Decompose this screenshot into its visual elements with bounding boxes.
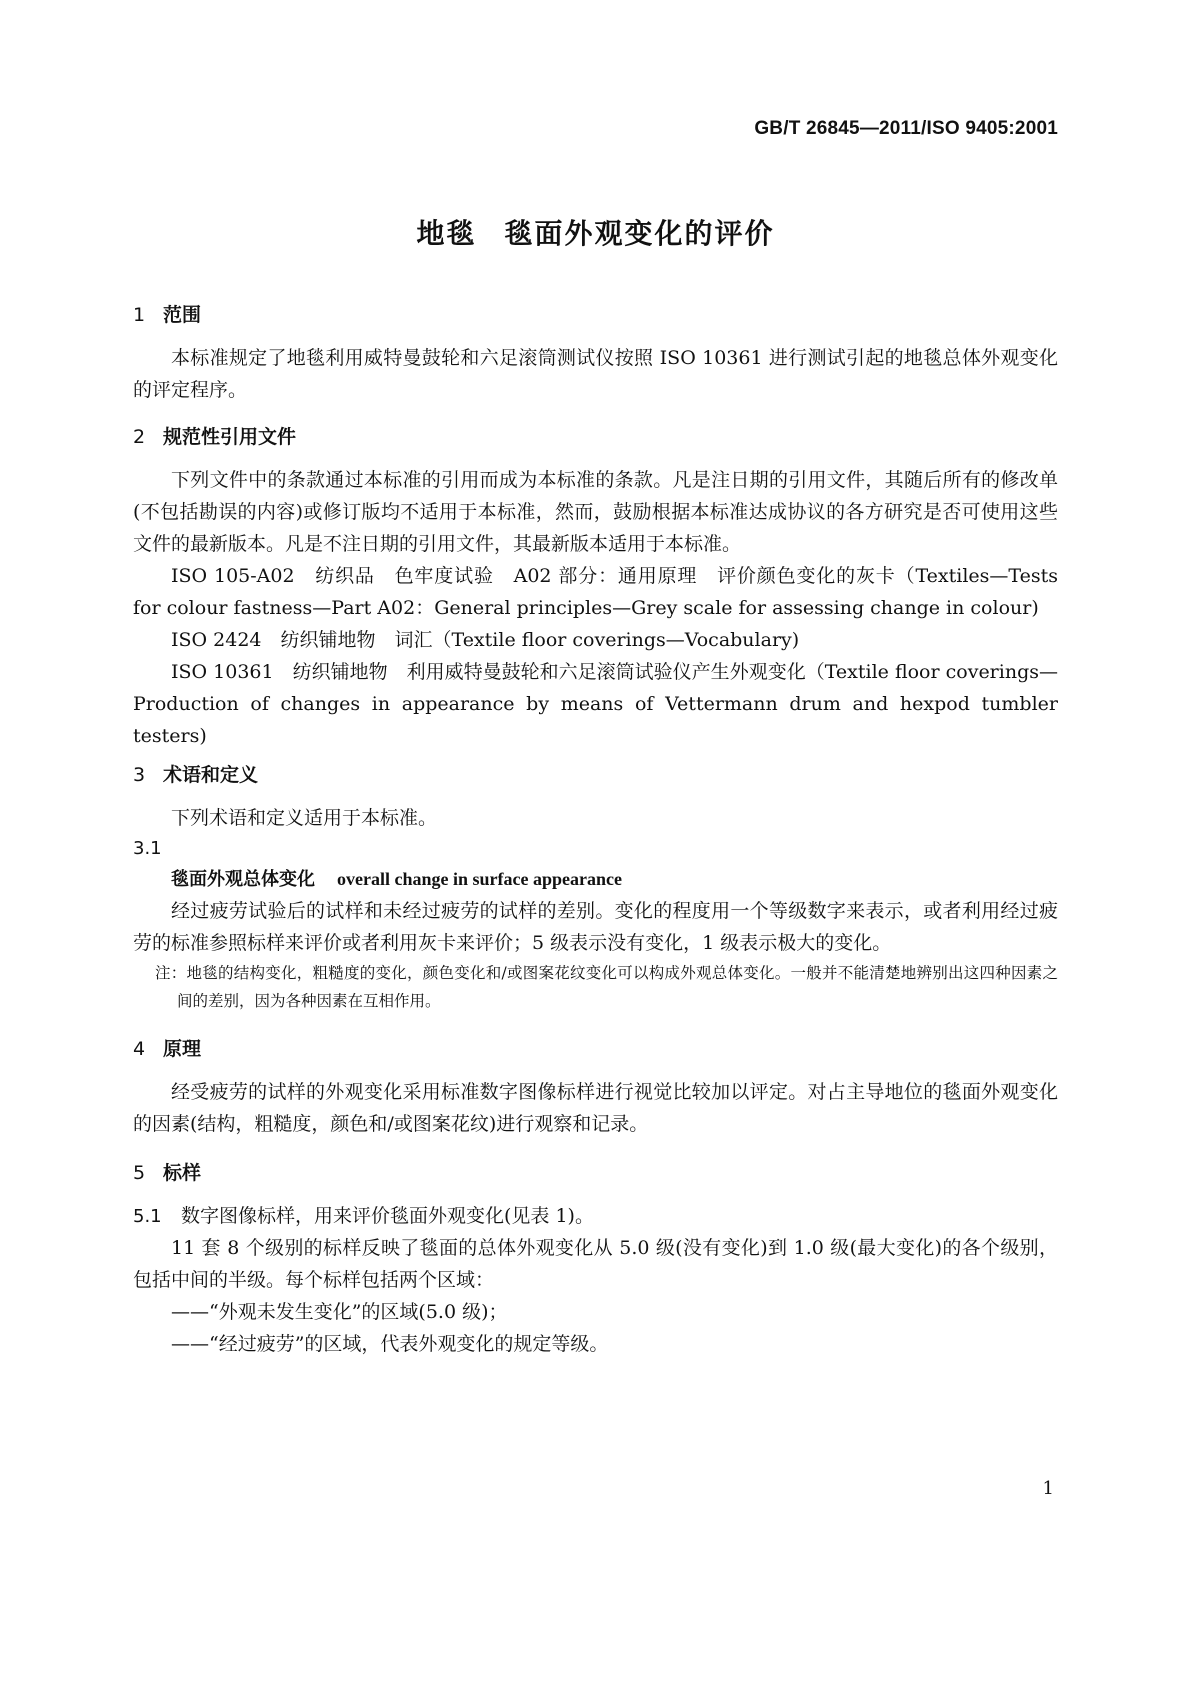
page-title — [0, 212, 1191, 252]
section-heading — [133, 300, 1058, 330]
reference-item: ISO 105-A02 纺织品 色牢度试验 A02 部分：通用原理 评价颜色变化的灰卡（Textiles—Tests for colour fastness—Part A02：General principles—Grey scale for assessing change in colour) — [133, 565, 1058, 619]
section-2 — [133, 422, 1058, 752]
paragraph: 本标准规定了地毯利用威特曼鼓轮和六足滚筒测试仪按照 ISO 10361 进行测试引起的地毯总体外观变化的评定程序。 — [133, 347, 1058, 401]
term-entry — [133, 864, 1058, 895]
section-heading — [133, 760, 1058, 790]
paragraph: 下列术语和定义适用于本标准。 — [171, 807, 438, 829]
standard-code: GB/T 26845—2011/ISO 9405:2001 — [754, 118, 1058, 139]
section-heading — [133, 1158, 1058, 1188]
title-part-2: 毯面外观变化的评价 — [504, 217, 775, 250]
section-number: 3 — [133, 764, 146, 786]
list-item: ——“经过疲劳”的区域，代表外观变化的规定等级。 — [171, 1333, 609, 1355]
subsection-text: 数字图像标样，用来评价毯面外观变化(见表 1)。 — [181, 1205, 594, 1227]
section-title: 规范性引用文件 — [163, 426, 297, 448]
reference-item: ISO 2424 纺织铺地物 词汇（Textile floor coverings—Vocabulary) — [171, 629, 800, 651]
section-heading — [133, 422, 1058, 452]
section-title: 范围 — [163, 304, 202, 326]
section-heading — [133, 1034, 1058, 1064]
section-number: 5 — [133, 1162, 146, 1184]
paragraph: 11 套 8 个级别的标样反映了毯面的总体外观变化从 5.0 级(没有变化)到 1.0 级(最大变化)的各个级别，包括中间的半级。每个标样包括两个区域： — [133, 1237, 1058, 1291]
paragraph: 下列文件中的条款通过本标准的引用而成为本标准的条款。凡是注日期的引用文件，其随后所有的修改单(不包括勘误的内容)或修订版均不适用于本标准，然而，鼓励根据本标准达成协议的各方研究是否可使用这些文件的最新版本。凡是不注日期的引用文件，其最新版本适用于本标准。 — [133, 469, 1058, 555]
section-number: 4 — [133, 1038, 146, 1060]
subsection-paragraph — [133, 1200, 1058, 1232]
note: 注：地毯的结构变化，粗糙度的变化，颜色变化和/或图案花纹变化可以构成外观总体变化。一般并不能清楚地辨别出这四种因素之间的差别，因为各种因素在互相作用。 — [155, 964, 1058, 1010]
section-1 — [133, 300, 1058, 406]
section-number: 1 — [133, 304, 146, 326]
term-english: overall change in surface appearance — [337, 869, 622, 889]
section-5 — [133, 1158, 1058, 1360]
section-title: 原理 — [163, 1038, 202, 1060]
section-title: 标样 — [163, 1162, 202, 1184]
definition: 经过疲劳试验后的试样和未经过疲劳的试样的差别。变化的程度用一个等级数字来表示，或者利用经过疲劳的标准参照标样来评价或者利用灰卡来评价；5 级表示没有变化，1 级表示极大的变化。 — [133, 900, 1058, 954]
section-number: 2 — [133, 426, 146, 448]
title-part-1: 地毯 — [416, 217, 477, 250]
term-chinese: 毯面外观总体变化 — [171, 869, 315, 890]
list-item: ——“外观未发生变化”的区域(5.0 级)； — [171, 1301, 508, 1323]
section-3 — [133, 760, 1058, 1015]
reference-item: ISO 10361 纺织铺地物 利用威特曼鼓轮和六足滚筒试验仪产生外观变化（Textile floor coverings—Production of changes in appearance by means of Vettermann drum and hexpod tumbler testers) — [133, 661, 1058, 747]
section-4 — [133, 1034, 1058, 1140]
subsection-number: 5.1 — [133, 1206, 162, 1227]
page-number: 1 — [1042, 1478, 1054, 1499]
subsection-number: 3.1 — [133, 838, 162, 859]
section-title: 术语和定义 — [163, 764, 259, 786]
paragraph: 经受疲劳的试样的外观变化采用标准数字图像标样进行视觉比较加以评定。对占主导地位的毯面外观变化的因素(结构，粗糙度，颜色和/或图案花纹)进行观察和记录。 — [133, 1081, 1058, 1135]
